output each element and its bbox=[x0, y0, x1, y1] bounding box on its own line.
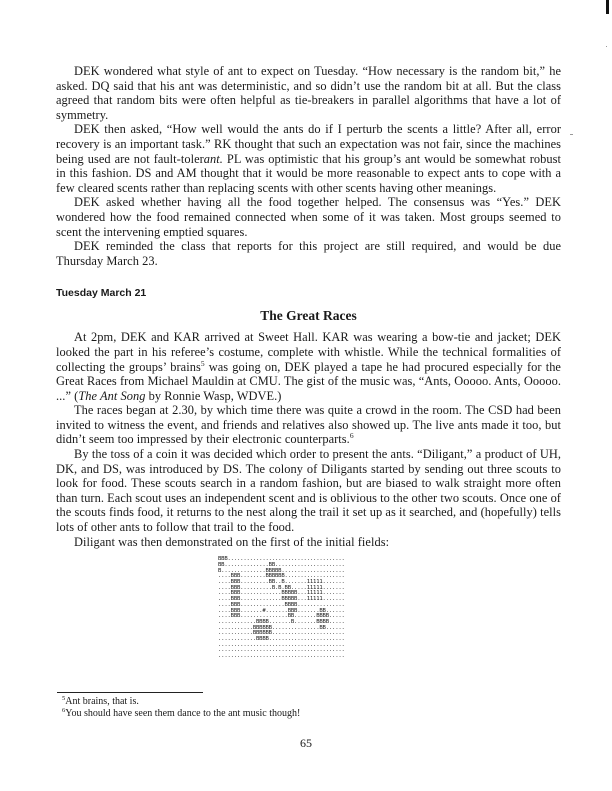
grid-row: ....BBB..............BBBB............... bbox=[218, 601, 345, 608]
grid-row: ........................................ bbox=[218, 653, 345, 660]
page-number: 65 bbox=[300, 736, 312, 750]
paragraph-random-bit: DEK wondered what style of ant to expect on Tuesday. “How necessary is the random bit,” he asked. DQ said that his ant was deterministic, and so didn’t use the random bit at all. But the class agreed that random bits were often helpful as tie-breakers in parallel algorithms that have a lot of symmetry. bbox=[56, 64, 561, 122]
page-body bbox=[56, 64, 561, 660]
section-date-heading: Tuesday March 21 bbox=[56, 287, 147, 300]
scan-artifact bbox=[570, 134, 573, 135]
grid-row: ............BBBB.......B.......BBBB..... bbox=[218, 618, 345, 625]
footnote-ref-6: 6 bbox=[349, 431, 354, 441]
paragraph-demonstration: Diligant was then demonstrated on the first of the initial fields: bbox=[74, 534, 390, 549]
grid-row: ....BBB.............BBBBB...11111....... bbox=[218, 596, 345, 603]
grid-row: ............BBBB........................ bbox=[218, 636, 345, 643]
grid-row: ....BBB........BBBBBB................... bbox=[218, 573, 345, 580]
ant-field-grid bbox=[218, 557, 561, 660]
paragraph-reports-due: DEK reminded the class that reports for this project are still required, and would be due Thursday March 23. bbox=[56, 239, 561, 268]
paragraph-races-began: The races began at 2.30, by which time there was quite a crowd in the room. The CSD had been invited to witness the event, and friends and relatives also showed up. The live ants made it too, but didn’t seem too impressed by their electronic counterparts.$^6$ bbox=[56, 403, 561, 447]
scan-artifact bbox=[606, 46, 607, 47]
paragraph-arrival: At 2pm, DEK and KAR arrived at Sweet Hall. KAR was wearing a bow-tie and jacket; DEK looked the part in his referee’s costume, complete with whistle. While the technical formalities of collecting the groups’ brains$^5$ was going on, DEK played a tape he had procured especially for the Great Races from Michael Mauldin at CMU. The gist of the music was, “Ants, Ooooo. Ants, Ooooo. ...” (The Ant Song by Ronnie Wasp, WDVE.) bbox=[56, 330, 561, 403]
grid-row: ........................................ bbox=[218, 641, 345, 648]
footnote-5: $^5$Ant brains, that is. bbox=[62, 695, 139, 707]
section-title: The Great Races bbox=[260, 308, 357, 324]
footnote-divider bbox=[57, 692, 203, 693]
grid-row: ...........BBBBBB...............BB...... bbox=[218, 624, 345, 631]
grid-row: ....BBB..........B.B.BB.....11111....... bbox=[218, 584, 345, 591]
grid-row: BB..............BB...................... bbox=[218, 561, 345, 568]
grid-row: ....BBB.......#.......BBB.......BB...... bbox=[218, 607, 345, 614]
grid-row: BBB..................................... bbox=[218, 556, 345, 563]
footnote-6: $^6$You should have seen them dance to the ant music though! bbox=[62, 707, 301, 719]
grid-row: ....BBB...............BB.......BBBB..... bbox=[218, 613, 345, 620]
paragraph-food-together: DEK asked whether having all the food together helped. The consensus was “Yes.” DEK wondered how the food remained connected when some of it was taken. Most groups seemed to scent the intervening emptied squares. bbox=[56, 195, 561, 239]
footnote-ref-5: 5 bbox=[200, 358, 205, 368]
paragraph-diligant-intro: By the toss of a coin it was decided which order to present the ants. “Diligant,” a product of UH, DK, and DS, was introduced by DS. The colony of Diligants started by sending out three scouts to look for food. These scouts search in a random fashion, but are biased to walk straight more often than turn. Each scout uses an independent scent and is oblivious to the other two scouts. Once one of the scouts finds food, it returns to the nest along the trail it set up as it searched, and (hopefully) tells lots of other ants to follow that trail to the food. bbox=[56, 447, 561, 535]
grid-row: B..............BBBBB.................... bbox=[218, 567, 345, 574]
grid-row: ...........BBBBBB....................... bbox=[218, 630, 345, 637]
footnotes bbox=[62, 696, 542, 720]
paragraph-perturb-scents: DEK then asked, “How well would the ants do if I perturb the scents a little? After all, error recovery is an important task.” RK thought that such an expectation was not fair, since the machines being used are not fault-tolerant. PL was optimistic that his group’s ant would be somewhat robust in this fashion. DS and AM thought that it would be more reasonable to expect ants to cope with a few cleared scents rather than replacing scents with other scents having other meanings. bbox=[56, 122, 561, 195]
scan-corner-mark bbox=[606, 0, 609, 14]
grid-row: ....BBB.........BB..B.......11111....... bbox=[218, 579, 345, 586]
grid-row: ........................................ bbox=[218, 647, 345, 654]
grid-row: ....BBB.............BBBBB...11111....... bbox=[218, 590, 345, 597]
